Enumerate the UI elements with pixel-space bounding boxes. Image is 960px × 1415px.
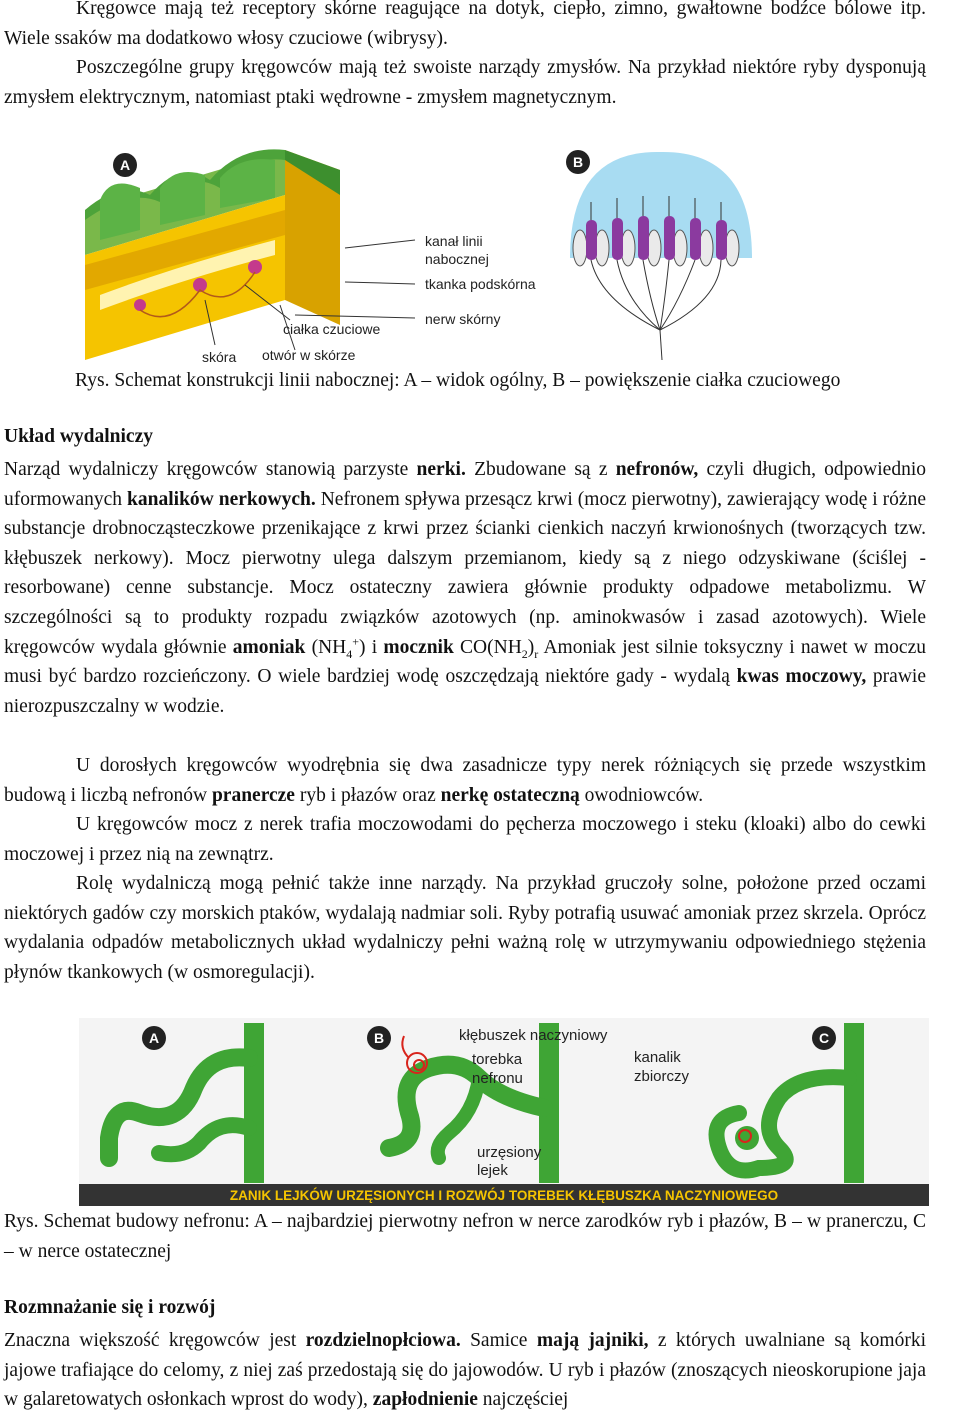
lateral-line-figure: [80, 140, 760, 368]
label-skora: skóra: [202, 349, 237, 365]
reproduction-paragraph-1: Znaczna większość kręgowców jest rozdzielnopłciowa. Samice mają jajniki, z których uwalniane są komórki jajowe trafiające do celomy, z niej zaś przedostają się do jajowodów. U ryb i płazów (znoszących nieoskorupione jaja w galaretowatych osłonkach wprost do wody), zapłodnienie najczęściej: [4, 1330, 926, 1411]
intro-paragraph-1: Kręgowce mają też receptory skórne reagujące na dotyk, ciepło, zimno, gwałtowne bodźce bólowe itp. Wiele ssaków ma dodatkowo włosy czuciowe (wibrysy).: [4, 0, 926, 49]
figure2-banner: ZANIK LEJKÓW URZĘSIONYCH I ROZWÓJ TOREBEK KŁĘBUSZKA NACZYNIOWEGO: [229, 1188, 779, 1203]
label-lejek: lejek: [477, 1162, 508, 1179]
label-torebka: torebka: [472, 1051, 523, 1068]
label-klebuszek: kłębuszek naczyniowy: [459, 1027, 608, 1044]
figure2-badge-b: B: [373, 1030, 385, 1046]
label-urzesiony: urzęsiony: [477, 1144, 542, 1161]
figure2-caption: Rys. Schemat budowy nefronu: A – najbardziej pierwotny nefron w nerce zarodków ryb i płazów, B – w pranerczu, C – w nerce ostatecznej: [4, 1211, 926, 1262]
excretory-heading: Układ wydalniczy: [4, 426, 153, 447]
excretory-paragraph-1: Narząd wydalniczy kręgowców stanowią parzyste nerki. Zbudowane są z nefronów, czyli długich, odpowiednio uformowanych kanalików nerkowych. Nefronem spływa przesącz krwi (mocz pierwotny), zawierający wodę i różne substancje drobnocząsteczkowe przenikające z krwi przez ścianki cienkich naczyń krwionośnych (tworzących tzw. kłębuszek nerkowy). Mocz pierwotny ulega dalszym przemianom, kiedy są z niego odzyskiwane (ściślej -resorbowane) cenne substancje. Mocz ostateczny zawiera głównie produkty odpadowe metabolizmu. W szczególności są to produkty rozpadu związków azotowych (np. aminokwasów i zasad azotowych). Wiele kręgowców wydala głównie amoniak $(NH_4^+)$ i mocznik $CO(NH_2)_r$ Amoniak jest silnie toksyczny i nawet w moczu musi być bardzo rozcieńczony. O wiele bardziej wodę oszczędzają niektóre gady - wydalą kwas moczowy, prawie nierozpuszczalny w wodzie.: [4, 459, 926, 717]
label-kanal: kanał linii: [425, 233, 483, 249]
reproduction-heading: Rozmnażanie się i rozwój: [4, 1297, 216, 1318]
label-cialka: ciałka czuciowe: [283, 321, 381, 337]
figure1-caption: Rys. Schemat konstrukcji linii nabocznej: A – widok ogólny, B – powiększenie ciałka czuciowego: [75, 370, 841, 391]
label-nerw: nerw skórny: [425, 311, 501, 327]
nephron-figure: [79, 1018, 929, 1206]
label-nabocznej: nabocznej: [425, 251, 489, 267]
label-otwor: otwór w skórze: [262, 347, 356, 363]
excretory-paragraph-3: U kręgowców mocz z nerek trafia moczowodami do pęcherza moczowego i steku (kloaki) albo do cewki moczowej i przez nią na zewnątrz.: [4, 814, 926, 865]
excretory-paragraph-2: U dorosłych kręgowców wyodrębnia się dwa zasadnicze typy nerek różniących się przede wszystkim budową i liczbą nefronów pranercze ryb i płazów oraz nerkę ostateczną owodniowców.: [4, 755, 926, 806]
figure2-badge-c: C: [818, 1030, 830, 1046]
figure1-badge-b: B: [572, 154, 584, 170]
label-nefronu: nefronu: [472, 1070, 523, 1087]
label-zbiorczy: zbiorczy: [634, 1068, 690, 1085]
skin-block-diagram: [85, 149, 536, 365]
figure2-badge-a: A: [148, 1030, 160, 1046]
label-kanalik: kanalik: [634, 1049, 681, 1066]
neuromast-diagram: [566, 150, 752, 360]
figure1-badge-a: A: [119, 157, 131, 173]
intro-paragraph-2: Poszczególne grupy kręgowców mają też swoiste narządy zmysłów. Na przykład niektóre ryby dysponują zmysłem elektrycznym, natomiast ptaki wędrowne - zmysłem magnetycznym.: [4, 57, 926, 108]
excretory-paragraph-4: Rolę wydalniczą mogą pełnić także inne narządy. Na przykład gruczoły solne, położone przed oczami niektórych gadów czy morskich ptaków, wydalają nadmiar soli. Ryby potrafią usuwać amoniak przez skrzela. Oprócz wydalania odpadów metabolicznych układ wydalniczy pełni ważną rolę w utrzymywaniu odpowiedniego stężenia płynów tkankowych (w osmoregulacji).: [4, 873, 926, 983]
label-tkanka: tkanka podskórna: [425, 276, 536, 292]
